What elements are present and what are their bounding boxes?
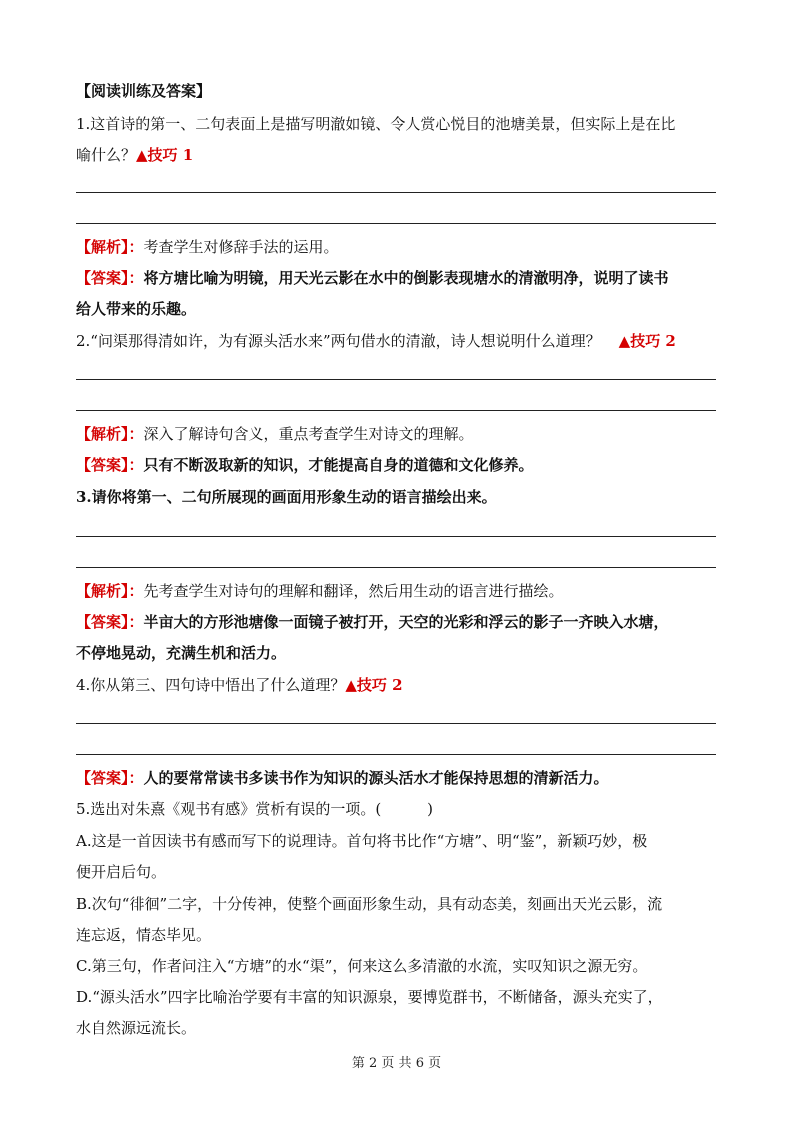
section-title: 【阅读训练及答案】 (76, 82, 212, 100)
question-4-answer (76, 767, 716, 789)
page-number: 第 2 页 共 6 页 (351, 1056, 442, 1071)
question-1-line-2 (76, 144, 716, 166)
question-2-answer (76, 454, 716, 476)
analysis-label: 【解析】： (76, 582, 144, 600)
question-1-answer-cont: 给人带来的乐趣。 (76, 300, 197, 318)
option-a-line-2: 便开启后句。 (76, 863, 167, 881)
question-5-close: ) (427, 800, 434, 818)
question-4-text: 4.你从第三、四句诗中悟出了什么道理？ (76, 676, 346, 694)
option-d-line-2: 水自然源远流长。 (76, 1019, 197, 1037)
answer-text: 人的要常常读书多读书作为知识的源头活水才能保持思想的清新活力。 (143, 769, 609, 787)
answer-line-3a (76, 536, 716, 537)
analysis-text: 先考查学生对诗句的理解和翻译，然后用生动的语言进行描绘。 (143, 582, 564, 600)
option-c: C.第三句，作者问注入“方塘”的水“渠”，何来这么多清澈的水流，实叹知识之源无穷。 (76, 957, 648, 975)
analysis-label: 【解析】： (76, 238, 144, 256)
answer-label: 【答案】： (76, 269, 144, 287)
answer-label: 【答案】： (76, 769, 144, 787)
question-1-tip: ▲技巧 1 (136, 146, 194, 164)
option-b-line-1: B.次句“徘徊”二字，十分传神，使整个画面形象生动，具有动态美，刻画出天光云影，流 (76, 895, 663, 913)
answer-line-2a (76, 379, 716, 380)
question-1-line-1: 1.这首诗的第一、二句表面上是描写明澈如镜、令人赏心悦目的池塘美景，但实际上是在比 (76, 115, 676, 133)
question-3-answer (76, 611, 716, 633)
question-3-answer-cont: 不停地晃动，充满生机和活力。 (76, 644, 287, 662)
answer-line-1b (76, 223, 716, 224)
answer-line-2b (76, 410, 716, 411)
option-b-line-2: 连忘返，情态毕见。 (76, 926, 212, 944)
question-1-analysis (76, 236, 716, 258)
question-3-analysis (76, 580, 716, 602)
question-4 (76, 674, 716, 696)
answer-line-4a (76, 723, 716, 724)
analysis-label: 【解析】： (76, 425, 144, 443)
question-3: 3.请你将第一、二句所展现的画面用形象生动的语言描绘出来。 (76, 488, 497, 506)
answer-text: 只有不断汲取新的知识，才能提高自身的道德和文化修养。 (143, 456, 534, 474)
answer-line-3b (76, 567, 716, 568)
question-2-text: 2.“问渠那得清如许，为有源头活水来”两句借水的清澈，诗人想说明什么道理？ (76, 332, 601, 350)
question-2-tip: ▲技巧 2 (618, 332, 676, 350)
answer-label: 【答案】： (76, 613, 144, 631)
question-1-answer (76, 267, 716, 289)
question-5-stem: 5.选出对朱熹《观书有感》赏析有误的一项。( (76, 800, 382, 818)
analysis-text: 考查学生对修辞手法的运用。 (143, 238, 339, 256)
answer-line-4b (76, 754, 716, 755)
question-5 (76, 798, 716, 820)
question-4-tip: ▲技巧 2 (345, 676, 403, 694)
analysis-text: 深入了解诗句含义，重点考查学生对诗文的理解。 (143, 425, 474, 443)
answer-text: 半亩大的方形池塘像一面镜子被打开，天空的光彩和浮云的影子一齐映入水塘， (143, 613, 669, 631)
question-2 (76, 330, 716, 352)
answer-label: 【答案】： (76, 456, 144, 474)
option-d-line-1: D.“源头活水”四字比喻治学要有丰富的知识源泉，要博览群书，不断储备，源头充实了， (76, 988, 663, 1006)
answer-text: 将方塘比喻为明镜，用天光云影在水中的倒影表现塘水的清澈明净，说明了读书 (143, 269, 669, 287)
question-1-text: 喻什么？ (76, 146, 137, 164)
question-2-analysis (76, 423, 716, 445)
answer-line-1a (76, 192, 716, 193)
option-a-line-1: A.这是一首因读书有感而写下的说理诗。首句将书比作“方塘”、明“鉴”，新颖巧妙，极 (76, 832, 648, 850)
